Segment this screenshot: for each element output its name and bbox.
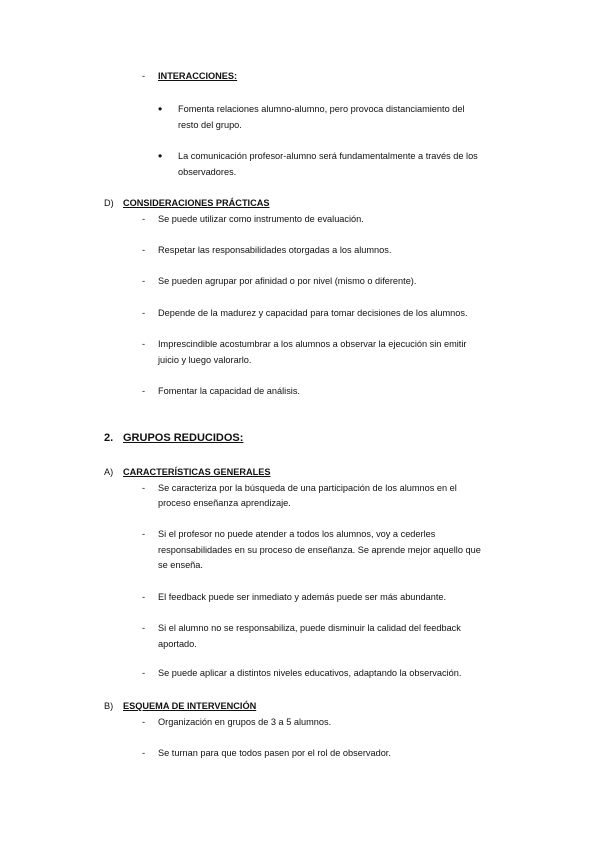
list-item: Se caracteriza por la búsqueda de una participación de los alumnos en el [158,483,457,493]
list-item: Si el profesor no puede atender a todos los alumnos, voy a cederles [158,529,436,539]
list-item: juicio y luego valorarlo. [158,355,252,365]
list-item: Se puede aplicar a distintos niveles educativos, adaptando la observación. [158,668,462,678]
list-item: Depende de la madurez y capacidad para tomar decisiones de los alumnos. [158,308,468,318]
list-item: Fomentar la capacidad de análisis. [158,386,300,396]
list-item: proceso enseñanza aprendizaje. [158,498,291,508]
list-dash: - [142,592,146,602]
list-dash: - [142,245,146,255]
bullet-item-line: resto del grupo. [178,120,242,130]
list-dash: - [142,668,146,678]
list-item: Organización en grupos de 3 a 5 alumnos. [158,717,332,727]
list-item: aportado. [158,639,197,649]
list-dash: - [142,276,146,286]
list-item: responsabilidades en su proceso de enseñanza. Se aprende mejor aquello que [158,545,481,555]
list-dash: - [142,529,146,539]
bullet-item-line: observadores. [178,167,237,177]
list-item: Se turnan para que todos pasen por el rol de observador. [158,748,391,758]
list-dash: - [142,483,146,493]
list-item: se enseña. [158,560,203,570]
list-dash: - [142,339,146,349]
section-title-caracteristicas: CARACTERÍSTICAS GENERALES [123,467,271,477]
section-title-esquema: ESQUEMA DE INTERVENCIÓN [123,701,257,711]
list-dash: - [142,386,146,396]
list-item: Se puede utilizar como instrumento de evaluación. [158,214,364,224]
list-item: El feedback puede ser inmediato y además puede ser más abundante. [158,592,447,602]
list-item: Respetar las responsabilidades otorgadas a los alumnos. [158,245,392,255]
list-item: Si el alumno no se responsabiliza, puede disminuir la calidad del feedback [158,623,461,633]
list-item: Se pueden agrupar por afinidad o por nivel (mismo o diferente). [158,276,417,286]
bullet-icon: • [158,102,163,116]
list-dash: - [142,71,146,81]
list-dash: - [142,214,146,224]
bullet-item-line: La comunicación profesor-alumno será fundamentalmente a través de los [178,151,478,161]
list-dash: - [142,623,146,633]
list-item: Imprescindible acostumbrar a los alumnos a observar la ejecución sin emitir [158,339,467,349]
list-dash: - [142,308,146,318]
bullet-item-line: Fomenta relaciones alumno-alumno, pero provoca distanciamiento del [178,104,465,114]
section-title-consideraciones: CONSIDERACIONES PRÁCTICAS [123,198,270,208]
section-letter-d: D) [104,198,114,208]
list-dash: - [142,748,146,758]
section-letter-a: A) [104,467,114,477]
section-letter-b: B) [104,701,114,711]
list-dash: - [142,717,146,727]
subsection-title-interacciones: INTERACCIONES: [158,71,238,81]
heading-number: 2. [104,432,114,444]
heading-grupos-reducidos: GRUPOS REDUCIDOS: [123,432,244,444]
bullet-icon: • [158,149,163,163]
